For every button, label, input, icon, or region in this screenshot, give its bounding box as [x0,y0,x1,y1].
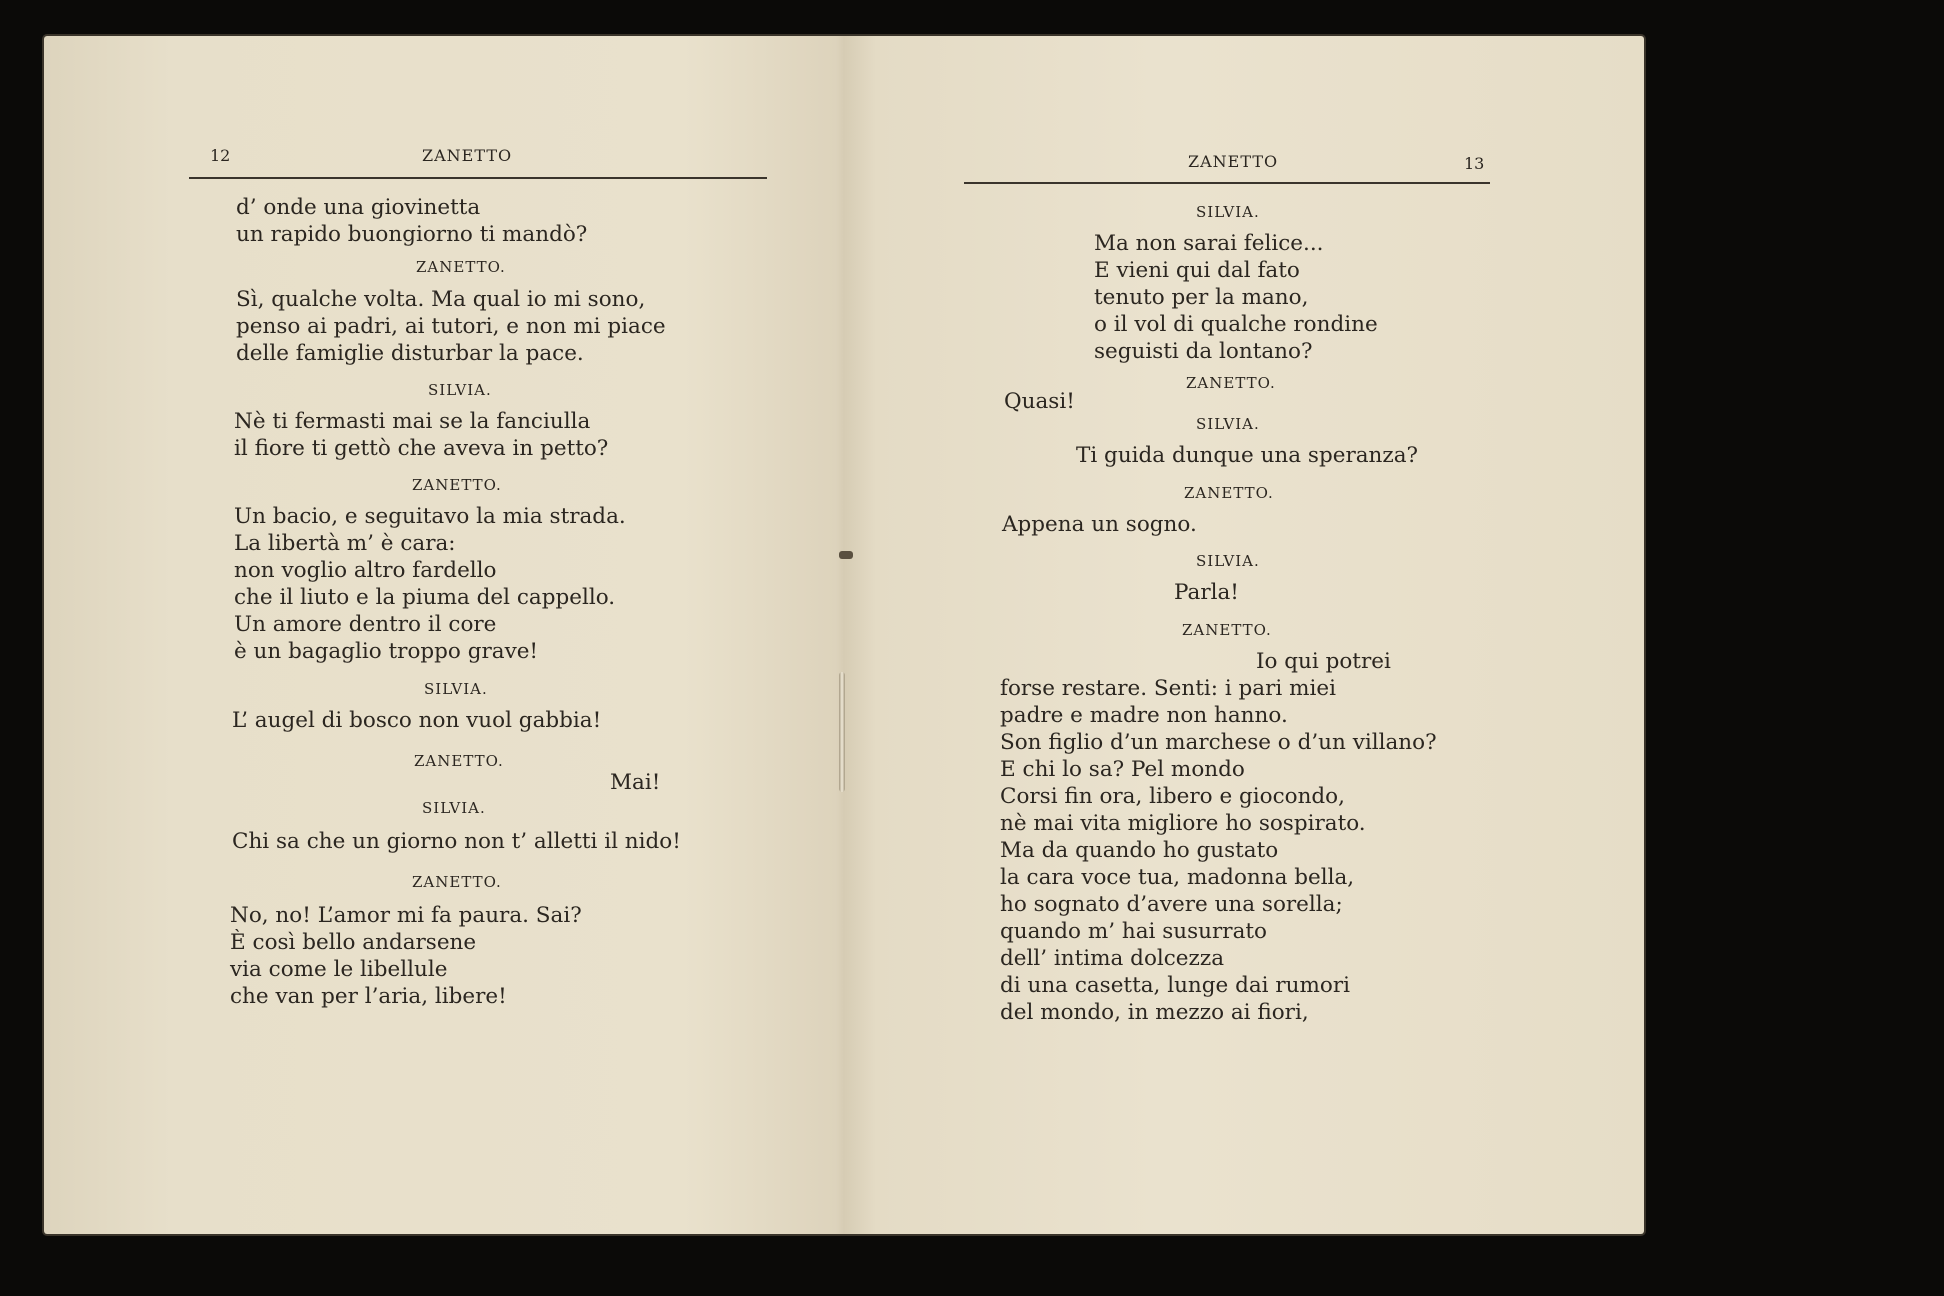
verse-line: Ma da quando ho gustato [1000,838,1279,863]
verse-line: Chi sa che un giorno non t’ alletti il nido! [232,829,681,854]
open-book [44,36,1644,1234]
verse-line: Io qui potrei [1256,649,1391,674]
verse-line: E vieni qui dal fato [1094,258,1300,283]
speaker-name: SILVIA. [424,680,488,698]
speaker-name: SILVIA. [422,799,486,817]
verse-line: L’ augel di bosco non vuol gabbia! [232,708,602,733]
speaker-name: ZANETTO. [412,873,502,891]
verse-line: forse restare. Senti: i pari miei [1000,676,1336,701]
verse-line: Corsi fin ora, libero e giocondo, [1000,784,1345,809]
verse-line: Ti guida dunque una speranza? [1076,443,1419,468]
verse-line: o il vol di qualche rondine [1094,312,1378,337]
verse-line: La libertà m’ è cara: [234,531,456,556]
speaker-name: SILVIA. [1196,415,1260,433]
verse-line: Son figlio d’un marchese o d’un villano? [1000,730,1437,755]
verse-line: Mai! [610,770,661,795]
verse-line: Appena un sogno. [1002,512,1197,537]
header-rule [189,177,767,179]
verse-line: Parla! [1174,580,1239,605]
verse-line: che van per l’aria, libere! [230,984,507,1009]
verse-line: È così bello andarsene [230,930,477,955]
speaker-name: ZANETTO. [412,476,502,494]
verse-line: che il liuto e la piuma del cappello. [234,585,616,610]
verse-line: Quasi! [1004,389,1075,414]
verse-line: Un bacio, e seguitavo la mia strada. [234,504,626,529]
speaker-name: ZANETTO. [416,258,506,276]
verse-line: dell’ intima dolcezza [1000,946,1225,971]
verse-line: nè mai vita migliore ho sospirato. [1000,811,1366,836]
verse-line: E chi lo sa? Pel mondo [1000,757,1245,782]
speaker-name: SILVIA. [1196,203,1260,221]
running-header: ZANETTO [422,146,513,165]
page-number: 12 [210,146,231,165]
speaker-name: SILVIA. [428,381,492,399]
speaker-name: ZANETTO. [1184,484,1274,502]
speaker-name: SILVIA. [1196,552,1260,570]
speaker-name: ZANETTO. [1186,374,1276,392]
verse-line: Un amore dentro il core [234,612,497,637]
verse-line: penso ai padri, ai tutori, e non mi piace [236,314,666,339]
left-page [44,36,844,1234]
verse-line: del mondo, in mezzo ai fiori, [1000,1000,1309,1025]
running-header: ZANETTO [1188,152,1279,171]
verse-line: di una casetta, lunge dai rumori [1000,973,1350,998]
verse-line: via come le libellule [230,957,448,982]
speaker-name: ZANETTO. [414,752,504,770]
verse-line: il fiore ti gettò che aveva in petto? [234,436,609,461]
verse-line: quando m’ hai susurrato [1000,919,1267,944]
verse-line: padre e madre non hanno. [1000,703,1288,728]
verse-line: Sì, qualche volta. Ma qual io mi sono, [236,287,646,312]
right-page [844,36,1644,1234]
verse-line: un rapido buongiorno ti mandò? [236,222,588,247]
speaker-name: ZANETTO. [1182,621,1272,639]
verse-line: delle famiglie disturbar la pace. [236,341,584,366]
verse-line: d’ onde una giovinetta [236,195,481,220]
verse-line: non voglio altro fardello [234,558,497,583]
verse-line: ho sognato d’avere una sorella; [1000,892,1343,917]
verse-line: seguisti da lontano? [1094,339,1313,364]
verse-line: Nè ti fermasti mai se la fanciulla [234,409,591,434]
header-rule [964,182,1490,184]
verse-line: è un bagaglio troppo grave! [234,639,539,664]
verse-line: tenuto per la mano, [1094,285,1309,310]
verse-line: No, no! L’amor mi fa paura. Sai? [230,903,582,928]
verse-line: Ma non sarai felice... [1094,231,1324,256]
verse-line: la cara voce tua, madonna bella, [1000,865,1355,890]
page-number: 13 [1464,154,1485,173]
